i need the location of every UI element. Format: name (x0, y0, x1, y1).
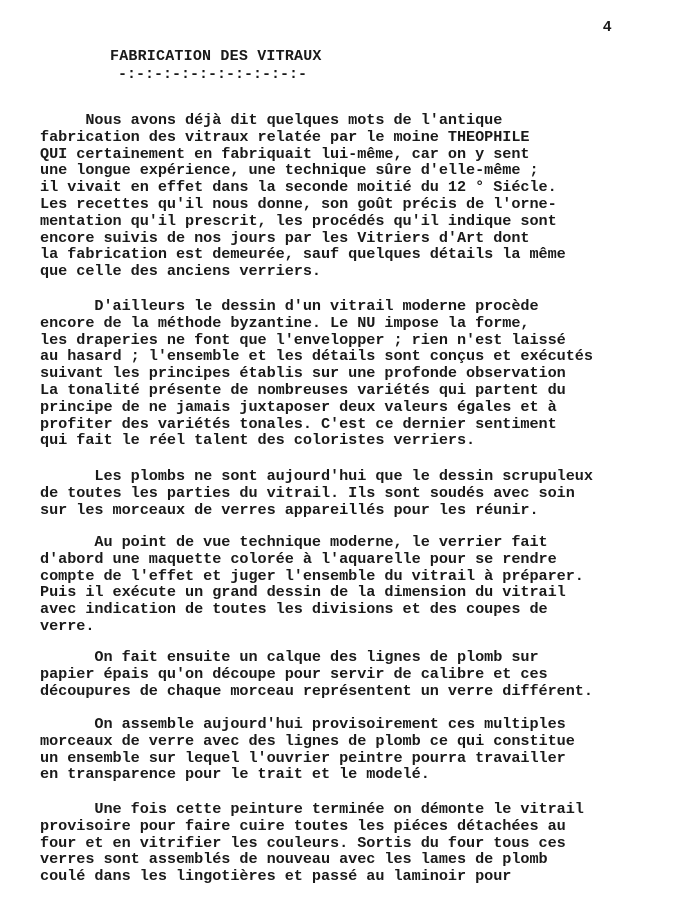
text-line: Au point de vue technique moderne, le verrier fait (40, 533, 548, 551)
text-line: encore suivis de nos jours par les Vitriers d'Art dont (40, 228, 530, 247)
paragraph (40, 468, 680, 518)
text-line: morceaux de verre avec des lignes de plomb ce qui constitue (40, 731, 575, 750)
text-line: verre. (40, 616, 95, 635)
text-line: avec indication de toutes les divisions et des coupes de (40, 600, 548, 619)
text-line: Une fois cette peinture terminée on démonte le vitrail (40, 800, 584, 818)
text-line: au hasard ; l'ensemble et les détails sont conçus et exécutés (40, 347, 593, 366)
text-line: principe de ne jamais juxtaposer deux valeurs égales et à (40, 397, 557, 416)
text-line: four et en vitrifier les couleurs. Sortis du four tous ces (40, 833, 566, 852)
text-line: suivant les principes établis sur une profonde observation (40, 364, 566, 383)
text-line: que celle des anciens verriers. (40, 262, 321, 281)
text-line: une longue expérience, une technique sûre d'elle-même ; (40, 161, 539, 180)
text-line: un ensemble sur lequel l'ouvrier peintre pourra travailler (40, 748, 566, 767)
text-line: profiter des variétés tonales. C'est ce dernier sentiment (40, 414, 557, 433)
text-line: Puis il exécute un grand dessin de la dimension du vitrail (40, 583, 566, 602)
text-line: compte de l'effet et juger l'ensemble du vitrail à préparer. (40, 566, 584, 585)
text-line: mentation qu'il prescrit, les procédés qu'il indique sont (40, 211, 557, 230)
paragraph (40, 716, 680, 783)
page-number: 4 (603, 18, 612, 35)
text-line: il vivait en effet dans la seconde moitié du 12 ° Siécle. (40, 178, 557, 197)
text-line: provisoire pour faire cuire toutes les piéces détachées au (40, 816, 566, 835)
paragraph (40, 801, 680, 885)
text-line: QUI certainement en fabriquait lui-même, car on y sent (40, 144, 530, 163)
title-underline: -:-:-:-:-:-:-:-:-:-:- (118, 66, 308, 83)
text-line: On fait ensuite un calque des lignes de plomb sur (40, 648, 539, 666)
text-line: sur les morceaux de verres appareillés pour les réunir. (40, 500, 539, 519)
text-line: les draperies ne font que l'envelopper ; rien n'est laissé (40, 330, 566, 349)
text-line: qui fait le réel talent des coloristes verriers. (40, 431, 476, 450)
text-line: Nous avons déjà dit quelques mots de l'antique (40, 111, 503, 129)
text-line: la fabrication est demeurée, sauf quelques détails la même (40, 245, 566, 264)
document-title: FABRICATION DES VITRAUX (110, 48, 322, 65)
text-line: en transparence pour le trait et le modelé. (40, 765, 430, 784)
text-line: verres sont assemblés de nouveau avec les lames de plomb (40, 850, 548, 869)
text-line: découpures de chaque morceau représentent un verre différent. (40, 681, 593, 700)
text-line: coulé dans les lingotières et passé au laminoir pour (40, 867, 512, 886)
paragraph (40, 649, 680, 699)
text-line: fabrication des vitraux relatée par le moine THEOPHILE (40, 127, 530, 146)
paragraph (40, 112, 680, 280)
text-line: Les plombs ne sont aujourd'hui que le dessin scrupuleux (40, 467, 593, 485)
text-line: La tonalité présente de nombreuses variétés qui partent du (40, 380, 566, 399)
text-line: d'abord une maquette colorée à l'aquarelle pour se rendre (40, 549, 557, 568)
text-line: On assemble aujourd'hui provisoirement ces multiples (40, 715, 566, 733)
text-line: Les recettes qu'il nous donne, son goût précis de l'orne- (40, 194, 557, 213)
paragraph (40, 298, 680, 449)
paragraph (40, 534, 680, 635)
text-line: papier épais qu'on découpe pour servir de calibre et ces (40, 664, 548, 683)
text-line: encore de la méthode byzantine. Le NU impose la forme, (40, 313, 530, 332)
text-line: de toutes les parties du vitrail. Ils sont soudés avec soin (40, 483, 575, 502)
text-line: D'ailleurs le dessin d'un vitrail moderne procède (40, 297, 539, 315)
